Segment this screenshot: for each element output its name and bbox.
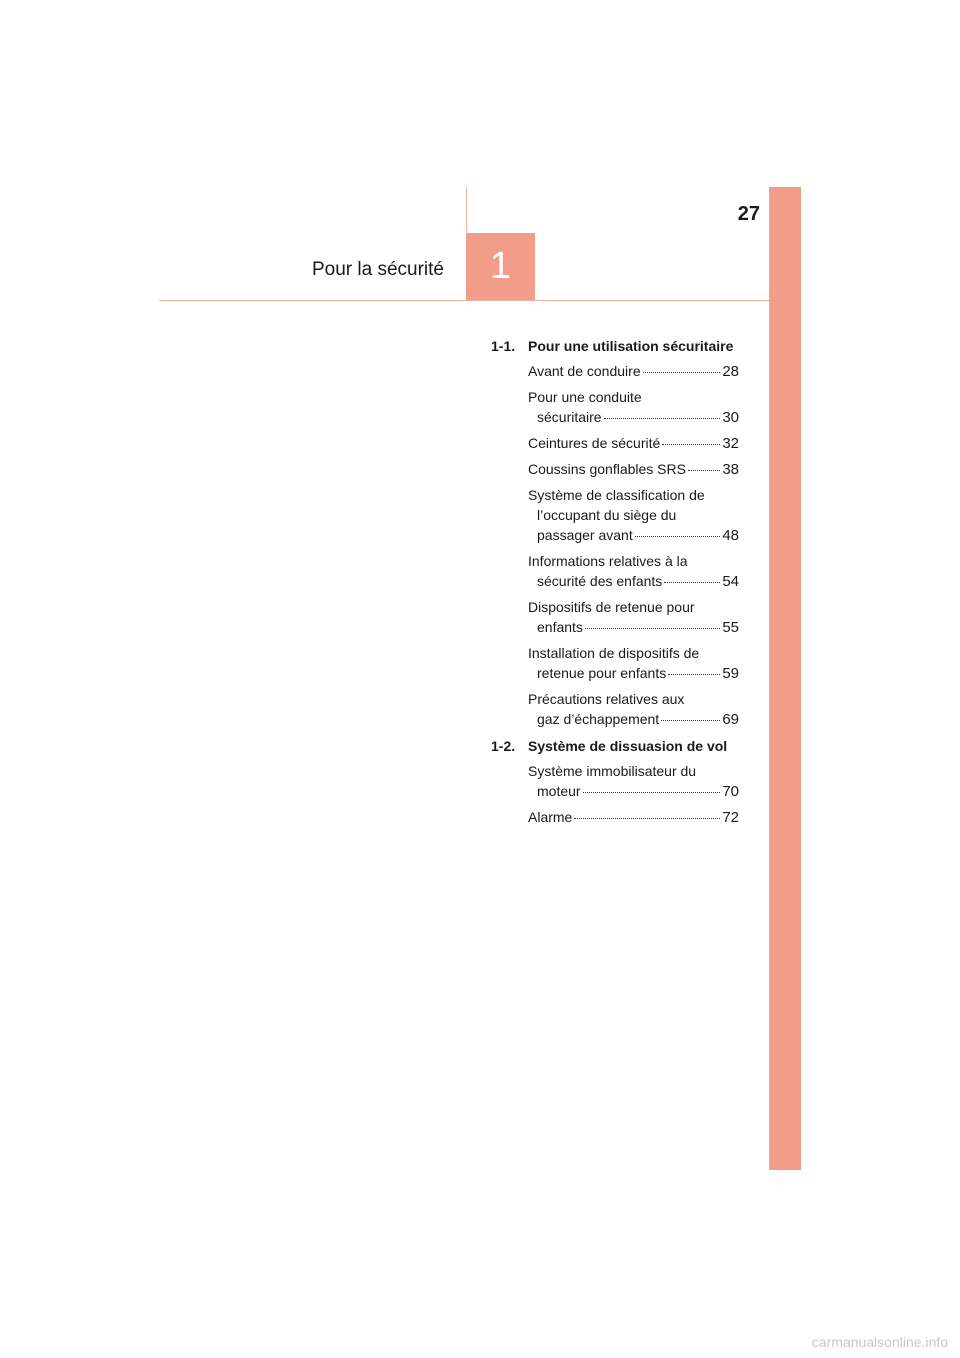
toc-entry-page: 48 [722, 527, 739, 544]
toc-entry-line [528, 781, 739, 802]
toc-dot-leader [635, 536, 721, 537]
toc-entry-text: sécurité des enfants [537, 573, 663, 589]
toc-dot-leader [583, 792, 721, 793]
chapter-tab-strip [769, 187, 801, 1170]
toc-entry[interactable] [528, 433, 739, 454]
toc-dot-leader [585, 628, 720, 629]
toc-entry-line [528, 459, 739, 480]
toc-section-title: Système de dissuasion de vol [528, 738, 728, 754]
toc-dot-leader [662, 444, 720, 445]
table-of-contents [491, 336, 739, 833]
toc-dot-leader [574, 818, 720, 819]
toc-entry-line [528, 407, 739, 428]
toc-section-number: 1-1. [491, 338, 516, 354]
toc-entry-line [528, 807, 739, 828]
toc-dot-leader [688, 470, 720, 471]
toc-entry-text: sécuritaire [537, 409, 602, 425]
toc-entry-text: Coussins gonflables SRS [528, 461, 686, 477]
page-number: 27 [737, 203, 760, 225]
toc-dot-leader [604, 418, 721, 419]
toc-entry-page: 72 [722, 809, 739, 826]
toc-entry-text: retenue pour enfants [537, 665, 667, 681]
toc-entry-text: passager avant [537, 527, 633, 543]
toc-entry-text: Système immobilisateur du [528, 763, 697, 779]
toc-entry-line [528, 485, 739, 505]
toc-entry-text: gaz d’échappement [537, 711, 660, 727]
toc-entry-page: 69 [722, 711, 739, 728]
toc-entry-text: l’occupant du siège du [537, 507, 677, 523]
toc-entry-text: Installation de dispositifs de [528, 645, 700, 661]
toc-entry-line [528, 361, 739, 382]
toc-entry-text: moteur [537, 783, 581, 799]
toc-entry-line [528, 617, 739, 638]
toc-entry-text: Pour une conduite [528, 389, 642, 405]
toc-dot-leader [664, 582, 720, 583]
toc-entry-text: enfants [537, 619, 583, 635]
toc-dot-leader [661, 720, 720, 721]
chapter-number-badge: 1 [466, 233, 535, 300]
toc-entry-line [528, 571, 739, 592]
toc-dot-leader [668, 674, 720, 675]
toc-entry-line [528, 505, 739, 525]
toc-entry[interactable] [528, 597, 739, 638]
toc-entry[interactable] [528, 361, 739, 382]
toc-entry-line [528, 387, 739, 407]
toc-entry-text: Avant de conduire [528, 363, 641, 379]
toc-entry-line [528, 525, 739, 546]
toc-entry[interactable] [528, 551, 739, 592]
toc-section-heading[interactable] [491, 736, 739, 756]
toc-entry-text: Informations relatives à la [528, 553, 688, 569]
toc-entry[interactable] [528, 387, 739, 428]
toc-section-title: Pour une utilisation sécuritaire [528, 338, 734, 354]
header-rule [159, 300, 769, 301]
toc-entry-page: 55 [722, 619, 739, 636]
toc-entry-line [528, 663, 739, 684]
toc-entry[interactable] [528, 459, 739, 480]
toc-entry[interactable] [528, 485, 739, 546]
toc-entry[interactable] [528, 689, 739, 730]
toc-entry-line [528, 761, 739, 781]
toc-entry-text: Alarme [528, 809, 573, 825]
toc-entry-page: 59 [722, 665, 739, 682]
toc-entry-page: 32 [722, 435, 739, 452]
toc-entry-line [528, 551, 739, 571]
toc-entry-page: 28 [722, 363, 739, 380]
toc-entry-line [528, 643, 739, 663]
toc-entry-text: Ceintures de sécurité [528, 435, 661, 451]
header-divider [466, 187, 467, 233]
toc-entry[interactable] [528, 807, 739, 828]
toc-entry-page: 70 [722, 783, 739, 800]
toc-dot-leader [643, 372, 721, 373]
toc-entry-text: Précautions relatives aux [528, 691, 685, 707]
toc-entry-page: 30 [722, 409, 739, 426]
toc-entry-line [528, 709, 739, 730]
watermark: carmanualsonline.info [811, 1334, 948, 1350]
toc-entry-line [528, 597, 739, 617]
toc-section-number: 1-2. [491, 738, 516, 754]
toc-entry-text: Dispositifs de retenue pour [528, 599, 695, 615]
section-title: Pour la sécurité [311, 259, 444, 280]
toc-entry-line [528, 433, 739, 454]
toc-section-heading[interactable] [491, 336, 739, 356]
toc-entry-text: Système de classification de [528, 487, 705, 503]
toc-entry[interactable] [528, 643, 739, 684]
toc-entry-page: 38 [722, 461, 739, 478]
toc-entry-line [528, 689, 739, 709]
toc-entry-page: 54 [722, 573, 739, 590]
toc-entry[interactable] [528, 761, 739, 802]
